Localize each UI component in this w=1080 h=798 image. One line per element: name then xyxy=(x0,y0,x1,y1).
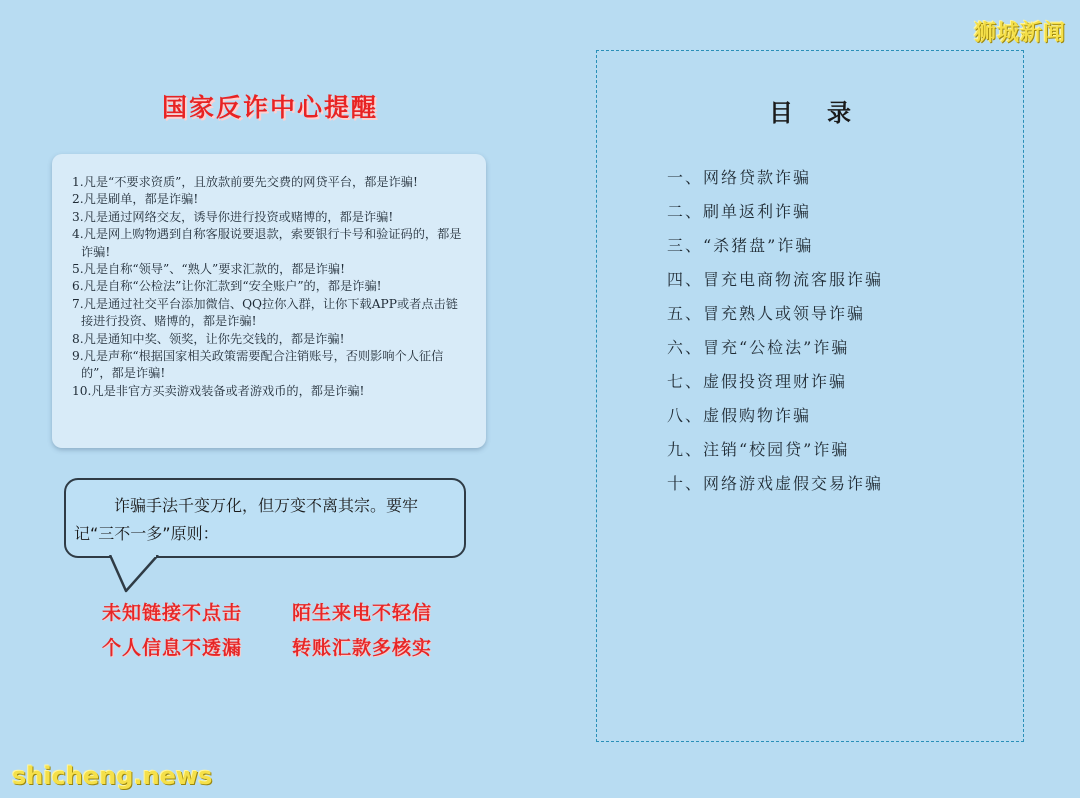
toc-item: 一、网络贷款诈骗 xyxy=(667,168,812,187)
toc-item: 八、虚假购物诈骗 xyxy=(667,406,812,425)
toc-title: 目录 xyxy=(769,99,885,127)
toc-item: 四、冒充电商物流客服诈骗 xyxy=(667,270,884,289)
tip-item: 6.凡是自称“公检法”让你汇款到“安全账户”的，都是诈骗! xyxy=(72,279,382,294)
tip-item: 10.凡是非官方买卖游戏装备或者游戏币的，都是诈骗! xyxy=(72,383,365,398)
toc-list xyxy=(667,161,883,501)
tip-item: 5.凡是自称“领导”、“熟人”要求汇款的，都是诈骗! xyxy=(72,262,346,277)
tip-item: 7.凡是通过社交平台添加微信、QQ拉你入群，让你下载APP或者点击链接进行投资、赌博的，都是诈骗! xyxy=(72,296,458,329)
tips-panel xyxy=(52,154,486,448)
toc-item: 五、冒充熟人或领导诈骗 xyxy=(667,304,866,323)
toc-item: 七、虚假投资理财诈骗 xyxy=(667,372,848,391)
table-of-contents xyxy=(596,50,1024,742)
tip-item: 8.凡是通知中奖、领奖，让你先交钱的，都是诈骗! xyxy=(72,331,345,346)
tip-item: 4.凡是网上购物遇到自称客服说要退款，索要银行卡号和验证码的，都是诈骗! xyxy=(72,227,462,259)
slogans-grid xyxy=(102,598,452,660)
toc-item: 三、“杀猪盘”诈骗 xyxy=(667,236,814,255)
speech-bubble-tail xyxy=(108,555,164,595)
tips-list xyxy=(72,174,468,400)
toc-item: 六、冒充“公检法”诈骗 xyxy=(667,338,850,357)
tip-item: 1.凡是“不要求资质”，且放款前要先交费的网贷平台，都是诈骗! xyxy=(72,175,418,189)
slogan: 个人信息不透漏 xyxy=(102,637,243,659)
slogan: 未知链接不点击 xyxy=(102,602,243,624)
watermark-top-right: 狮城新闻 xyxy=(973,21,1066,46)
toc-item: 十、网络游戏虚假交易诈骗 xyxy=(667,474,884,493)
tip-item: 3.凡是通过网络交友，诱导你进行投资或赌博的，都是诈骗! xyxy=(72,209,394,224)
toc-item: 九、注销“校园贷”诈骗 xyxy=(667,440,850,459)
watermark-bottom-left: shicheng.news xyxy=(12,762,213,790)
toc-item: 二、刷单返利诈骗 xyxy=(667,202,812,221)
speech-bubble: 诈骗手法千变万化，但万变不离其宗。要牢记“三不一多”原则： xyxy=(64,478,466,558)
tip-item: 2.凡是刷单，都是诈骗! xyxy=(72,192,199,207)
alert-title: 国家反诈中心提醒 xyxy=(161,93,378,122)
tip-item: 9.凡是声称“根据国家相关政策需要配合注销账号，否则影响个人征信的”，都是诈骗! xyxy=(72,349,444,381)
slogan: 陌生来电不轻信 xyxy=(292,602,433,624)
slogan: 转账汇款多核实 xyxy=(292,637,433,659)
